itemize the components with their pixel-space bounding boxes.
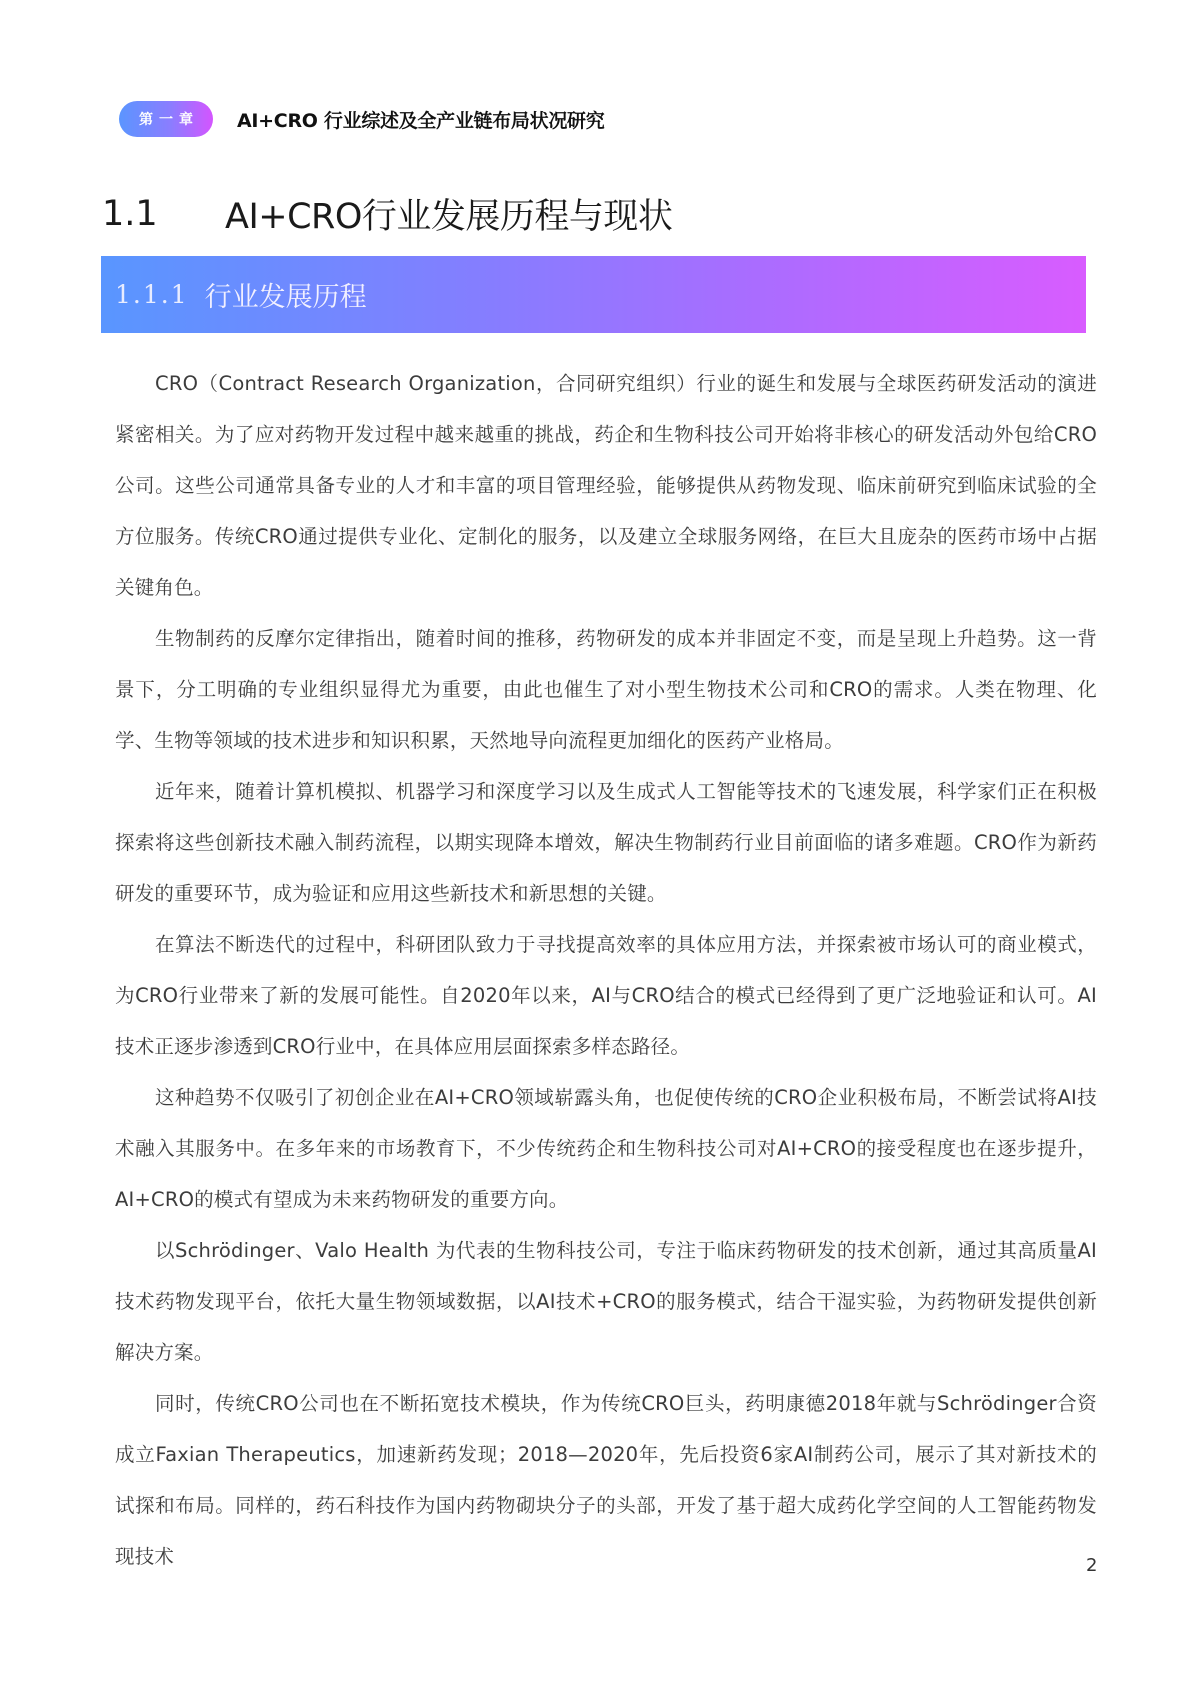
paragraph-biotech-examples: 以Schrödinger、Valo Health 为代表的生物科技公司，专注于临床药物研发的技术创新，通过其高质量AI技术药物发现平台，依托大量生物领域数据，以AI技术+CRO的服务模式，结合干湿实验，为药物研发提供创新解决方案。: [115, 1239, 1097, 1364]
page-number: 2: [1086, 1555, 1098, 1576]
paragraph-algorithm-iteration: 在算法不断迭代的过程中，科研团队致力于寻找提高效率的具体应用方法，并探索被市场认可的商业模式，为CRO行业带来了新的发展可能性。自2020年以来，AI与CRO结合的模式已经得到了更广泛地验证和认可。AI技术正逐步渗透到CRO行业中，在具体应用层面探索多样态路径。: [115, 933, 1097, 1058]
paragraph-traditional-cro: 同时，传统CRO公司也在不断拓宽技术模块，作为传统CRO巨头，药明康德2018年就与Schrödinger合资成立Faxian Therapeutics，加速新药发现；2018—2020年，先后投资6家AI制药公司，展示了其对新技术的试探和布局。同样的，药石科技作为国内药物砌块分子的头部，开发了基于超大成药化学空间的人工智能药物发现技术: [115, 1392, 1097, 1568]
chapter-title: AI+CRO 行业综述及全产业链布局状况研究: [237, 109, 605, 132]
subsection-banner: [101, 256, 1086, 333]
section-number: 1.1: [102, 194, 158, 234]
chapter-badge: 第一章: [119, 101, 213, 137]
section-title: AI+CRO行业发展历程与现状: [225, 197, 673, 237]
body-text: [115, 358, 1097, 1582]
subsection-title: 行业发展历程: [204, 282, 367, 313]
paragraph-eroom-law: 生物制药的反摩尔定律指出，随着时间的推移，药物研发的成本并非固定不变，而是呈现上升趋势。这一背景下，分工明确的专业组织显得尤为重要，由此也催生了对小型生物技术公司和CRO的需求。人类在物理、化学、生物等领域的技术进步和知识积累，天然地导向流程更加细化的医药产业格局。: [115, 627, 1097, 752]
subsection-number: 1.1.1: [115, 280, 189, 309]
paragraph-cro-origin: CRO（Contract Research Organization，合同研究组织）行业的诞生和发展与全球医药研发活动的演进紧密相关。为了应对药物开发过程中越来越重的挑战，药企和生物科技公司开始将非核心的研发活动外包给CRO公司。这些公司通常具备专业的人才和丰富的项目管理经验，能够提供从药物发现、临床前研究到临床试验的全方位服务。传统CRO通过提供专业化、定制化的服务，以及建立全球服务网络，在巨大且庞杂的医药市场中占据关键角色。: [115, 372, 1097, 599]
chapter-header: [119, 101, 604, 137]
paragraph-trend: 这种趋势不仅吸引了初创企业在AI+CRO领域崭露头角，也促使传统的CRO企业积极布局，不断尝试将AI技术融入其服务中。在多年来的市场教育下，不少传统药企和生物科技公司对AI+CRO的接受程度也在逐步提升，AI+CRO的模式有望成为未来药物研发的重要方向。: [115, 1086, 1097, 1211]
section-heading: [102, 188, 672, 240]
paragraph-ai-tech: 近年来，随着计算机模拟、机器学习和深度学习以及生成式人工智能等技术的飞速发展，科学家们正在积极探索将这些创新技术融入制药流程，以期实现降本增效，解决生物制药行业目前面临的诸多难题。CRO作为新药研发的重要环节，成为验证和应用这些新技术和新思想的关键。: [115, 780, 1097, 905]
